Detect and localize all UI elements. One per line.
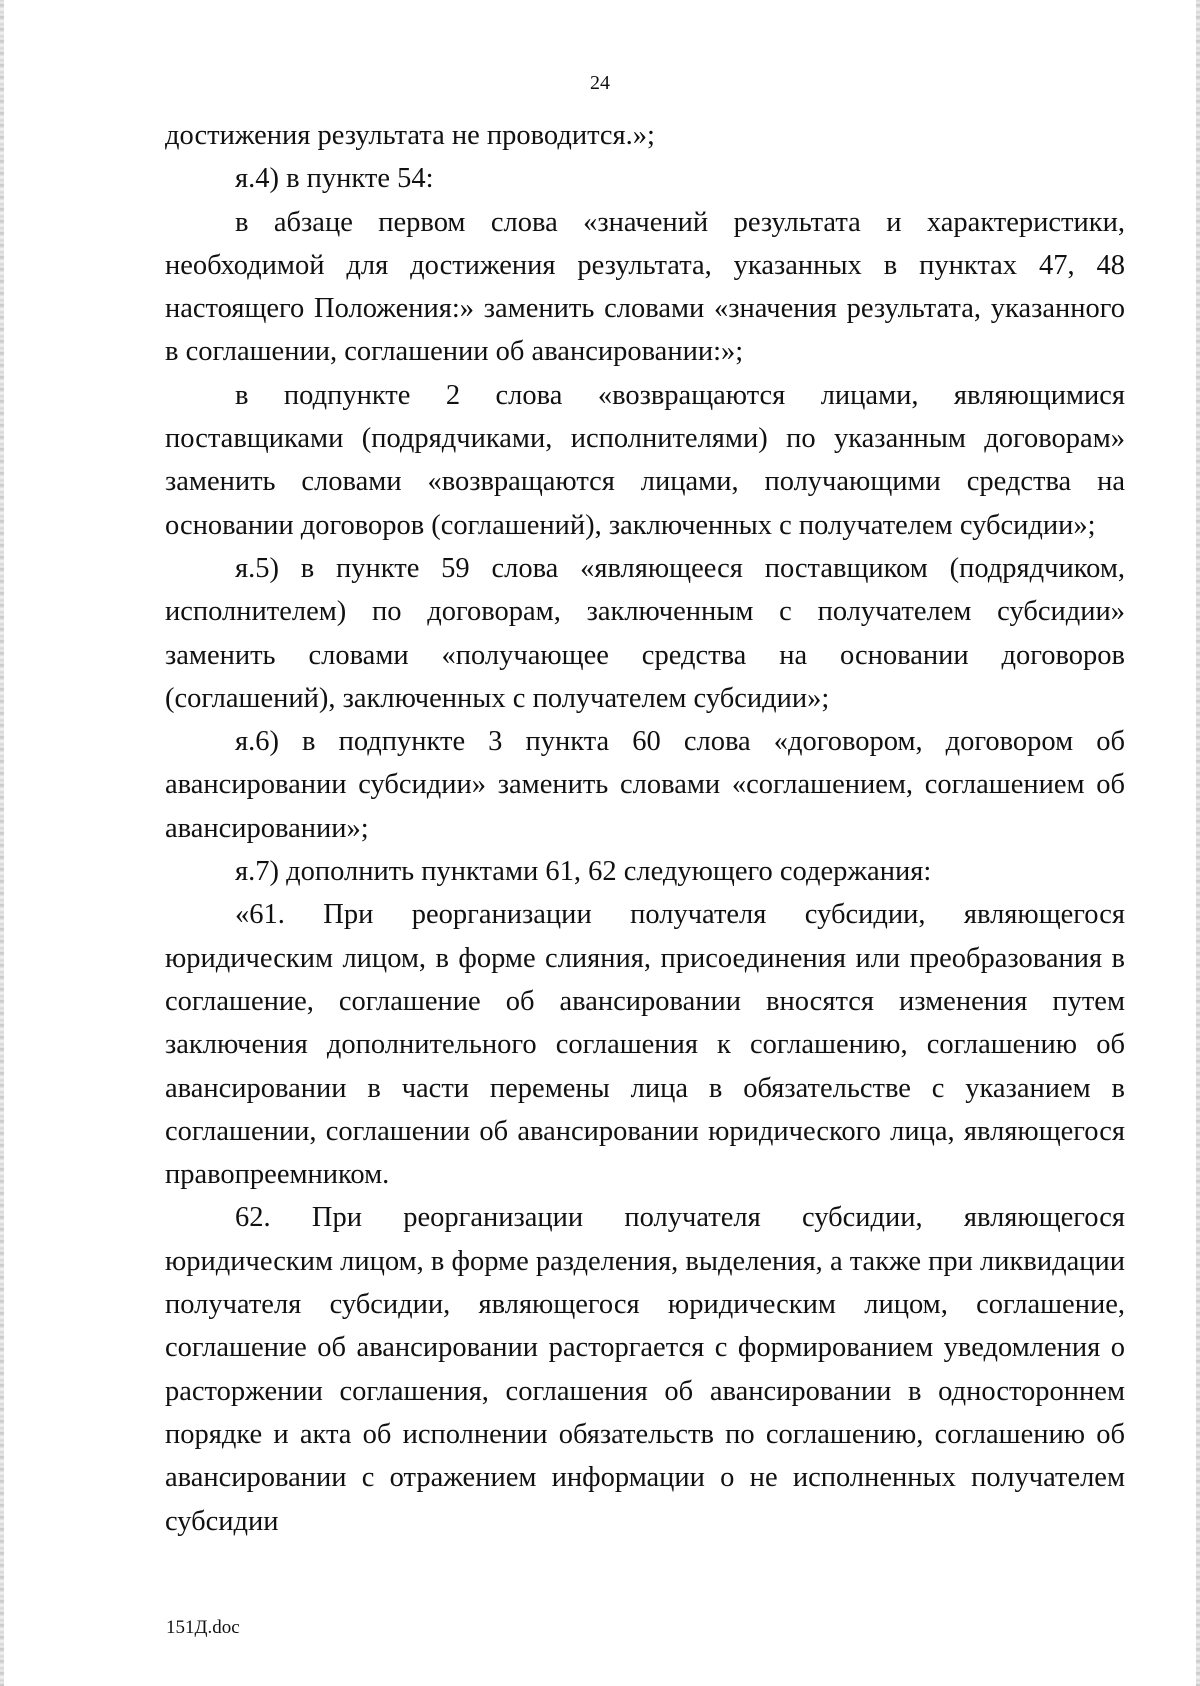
paragraph-point-61: «61. При реорганизации получателя субсидии, являющегося юридическим лицом, в форме слияния, присоединения или преобразования в соглашение, соглашение об авансировании вносятся изменения путем заключения дополнительного соглашения к соглашению, соглашению об авансировании в части перемены лица в обязательстве с указанием в соглашении, соглашении об авансировании юридического лица, являющегося правопреемником. bbox=[165, 899, 1125, 1191]
paragraph-item-ya6: я.6) в подпункте 3 пункта 60 слова «договором, договором об авансировании субсидии» заменить словами «соглашением, соглашением об авансировании»; bbox=[165, 726, 1125, 844]
scan-edge-left bbox=[0, 0, 4, 1686]
paragraph-point-62: 62. При реорганизации получателя субсидии, являющегося юридическим лицом, в форме разделения, выделения, а также при ликвидации получателя субсидии, являющегося юридическим лицом, соглашение, соглашение об авансировании расторгается с формированием уведомления о расторжении соглашения, соглашения об авансировании в одностороннем порядке и акта об исполнении обязательств по соглашению, соглашению об авансировании с отражением информации о не исполненных получателем субсидии bbox=[165, 1202, 1125, 1537]
paragraph-item-ya5: я.5) в пункте 59 слова «являющееся поставщиком (подрядчиком, исполнителем) по договорам, заключенным с получателем субсидии» заменить словами «получающее средства на основании договоров (соглашений), заключенных с получателем субсидии»; bbox=[165, 552, 1125, 714]
paragraph-continuation: достижения результата не проводится.»; bbox=[165, 120, 655, 151]
page-number: 24 bbox=[590, 72, 610, 94]
paragraph-first-abzac: в абзаце первом слова «значений результата и характеристики, необходимой для достижения результата, указанных в пунктах 47, 48 настоящего Положения:» заменить словами «значения результата, указанного в соглашении, соглашении об авансировании:»; bbox=[165, 206, 1125, 368]
scan-edge-right bbox=[1196, 0, 1200, 1686]
paragraph-item-ya7: я.7) дополнить пунктами 61, 62 следующего содержания: bbox=[235, 856, 932, 888]
paragraph-item-ya4: я.4) в пункте 54: bbox=[235, 163, 434, 195]
document-body bbox=[165, 114, 1125, 1543]
paragraph-subpoint-2: в подпункте 2 слова «возвращаются лицами, являющимися поставщиками (подрядчиками, исполнителями) по указанным договорам» заменить словами «возвращаются лицами, получающими средства на основании договоров (соглашений), заключенных с получателем субсидии»; bbox=[165, 379, 1125, 541]
footer-filename: 151Д.doc bbox=[166, 1617, 240, 1638]
